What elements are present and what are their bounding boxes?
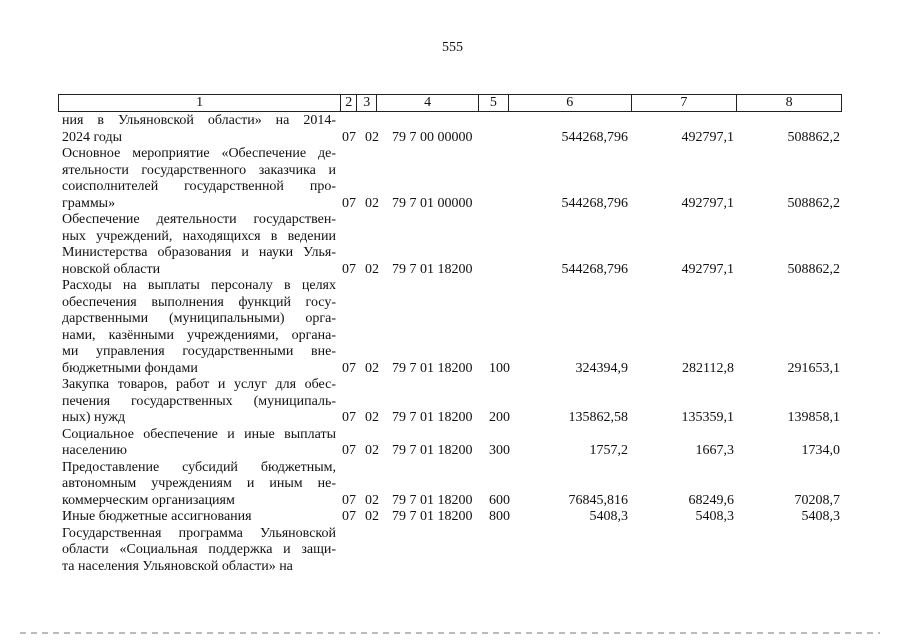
expense-type-code: 800	[489, 509, 510, 524]
subsection-code: 02	[365, 195, 379, 211]
description-line: коммерческим организациям	[62, 492, 235, 508]
row-values	[0, 361, 905, 378]
amount-col-6: 1757,2	[589, 443, 628, 458]
amount-col-7: 68249,6	[688, 492, 734, 508]
row-values	[0, 262, 905, 279]
description-line: бюджетными фондами	[62, 360, 198, 376]
description-line: Обеспечение деятельности государствен-	[62, 212, 336, 227]
description-line: Иные бюджетные ассигнования	[62, 509, 252, 524]
description-line: Основное мероприятие «Обеспечение де-	[62, 146, 336, 161]
section-code: 07	[342, 360, 356, 376]
table-row	[0, 377, 905, 427]
target-article-code: 79 7 01 18200	[392, 509, 473, 524]
amount-col-7: 492797,1	[681, 195, 734, 211]
description-line: ных) нужд	[62, 410, 126, 425]
description-line: нами, казёнными учреждениями, органа-	[62, 327, 336, 343]
header-col-7: 7	[632, 95, 738, 111]
amount-col-7: 5408,3	[695, 509, 734, 524]
header-col-3: 3	[357, 95, 377, 111]
expense-type-code: 200	[489, 410, 510, 425]
target-article-code: 79 7 01 18200	[392, 410, 473, 425]
subsection-code: 02	[365, 360, 379, 376]
section-code: 07	[342, 195, 356, 211]
amount-col-6: 544268,796	[561, 261, 628, 277]
description-line: дарственными (муниципальными) орга-	[62, 311, 336, 326]
subsection-code: 02	[365, 492, 379, 508]
expense-type-code: 600	[489, 492, 510, 508]
row-values	[0, 443, 905, 460]
subsection-code: 02	[365, 509, 379, 524]
subsection-code: 02	[365, 129, 379, 145]
row-values	[0, 130, 905, 147]
description-line: населению	[62, 443, 127, 458]
subsection-code: 02	[365, 410, 379, 425]
description-line: Расходы на выплаты персоналу в целях	[62, 278, 336, 293]
description-line: 2024 годы	[62, 129, 123, 145]
target-article-code: 79 7 01 00000	[392, 195, 473, 211]
table-row	[0, 509, 905, 526]
description-line: новской области	[62, 261, 161, 277]
description-line: Государственная программа Ульяновской	[62, 525, 336, 541]
description-line: та населения Ульяновской области» на	[62, 558, 293, 574]
header-col-5: 5	[479, 95, 509, 111]
description-line: печения государственных (муниципаль-	[62, 393, 336, 409]
header-col-6: 6	[509, 95, 632, 111]
subsection-code: 02	[365, 443, 379, 458]
description-line: обеспечения выполнения функций госу-	[62, 294, 336, 310]
table-row	[0, 427, 905, 460]
row-values	[0, 410, 905, 427]
row-values	[0, 493, 905, 510]
amount-col-8: 508862,2	[787, 261, 840, 277]
table-row	[0, 212, 905, 278]
row-values	[0, 196, 905, 213]
section-code: 07	[342, 129, 356, 145]
description-line: Закупка товаров, работ и услуг для обес-	[62, 377, 336, 392]
header-col-8: 8	[785, 95, 793, 110]
description-line: автономным учреждениям и иным не-	[62, 476, 336, 491]
amount-col-7: 492797,1	[681, 261, 734, 277]
table-row	[0, 460, 905, 510]
description-line: соисполнителей государственной про-	[62, 179, 336, 194]
target-article-code: 79 7 01 18200	[392, 261, 473, 277]
section-code: 07	[342, 509, 356, 524]
target-article-code: 79 7 00 00000	[392, 129, 473, 145]
description-line: ятельности государственного заказчика и	[62, 162, 336, 178]
amount-col-6: 5408,3	[589, 509, 628, 524]
amount-col-7: 492797,1	[681, 129, 734, 145]
amount-col-8: 508862,2	[787, 195, 840, 211]
table-row	[0, 113, 905, 146]
table-body	[0, 113, 905, 575]
amount-col-8: 1734,0	[801, 443, 840, 458]
row-values	[0, 559, 905, 576]
header-col-2: 2	[341, 95, 357, 111]
page-bottom-edge	[20, 632, 880, 634]
amount-col-8: 139858,1	[787, 410, 840, 425]
section-code: 07	[342, 492, 356, 508]
section-code: 07	[342, 261, 356, 277]
description-line: ния в Ульяновской области» на 2014-	[62, 113, 336, 128]
amount-col-7: 1667,3	[695, 443, 734, 458]
row-values	[0, 509, 905, 526]
header-col-1: 1	[59, 95, 341, 111]
amount-col-8: 508862,2	[787, 129, 840, 145]
table-row	[0, 146, 905, 212]
section-code: 07	[342, 410, 356, 425]
description-line: ми управления государственными вне-	[62, 344, 336, 359]
amount-col-7: 135359,1	[681, 410, 734, 425]
table-row	[0, 278, 905, 377]
page-number: 555	[442, 40, 463, 55]
subsection-code: 02	[365, 261, 379, 277]
target-article-code: 79 7 01 18200	[392, 360, 473, 376]
amount-col-6: 544268,796	[561, 195, 628, 211]
target-article-code: 79 7 01 18200	[392, 443, 473, 458]
section-code: 07	[342, 443, 356, 458]
amount-col-6: 324394,9	[575, 360, 628, 376]
amount-col-8: 291653,1	[787, 360, 840, 376]
target-article-code: 79 7 01 18200	[392, 492, 473, 508]
description-line: Предоставление субсидий бюджетным,	[62, 459, 336, 475]
amount-col-7: 282112,8	[682, 360, 734, 376]
expense-type-code: 300	[489, 443, 510, 458]
table-header	[58, 94, 842, 112]
amount-col-8: 70208,7	[794, 492, 840, 508]
amount-col-8: 5408,3	[801, 509, 840, 524]
expense-type-code: 100	[489, 360, 510, 376]
description-line: Социальное обеспечение и иные выплаты	[62, 426, 336, 442]
description-line: области «Социальная поддержка и защи-	[62, 542, 336, 557]
description-line: Министерства образования и науки Улья-	[62, 245, 336, 260]
description-line: ных учреждений, находящихся в ведении	[62, 228, 336, 244]
amount-col-6: 135862,58	[568, 410, 628, 425]
header-col-4: 4	[377, 95, 479, 111]
description-line: граммы»	[62, 195, 116, 211]
amount-col-6: 544268,796	[561, 129, 628, 145]
amount-col-6: 76845,816	[568, 492, 628, 508]
table-row	[0, 526, 905, 576]
